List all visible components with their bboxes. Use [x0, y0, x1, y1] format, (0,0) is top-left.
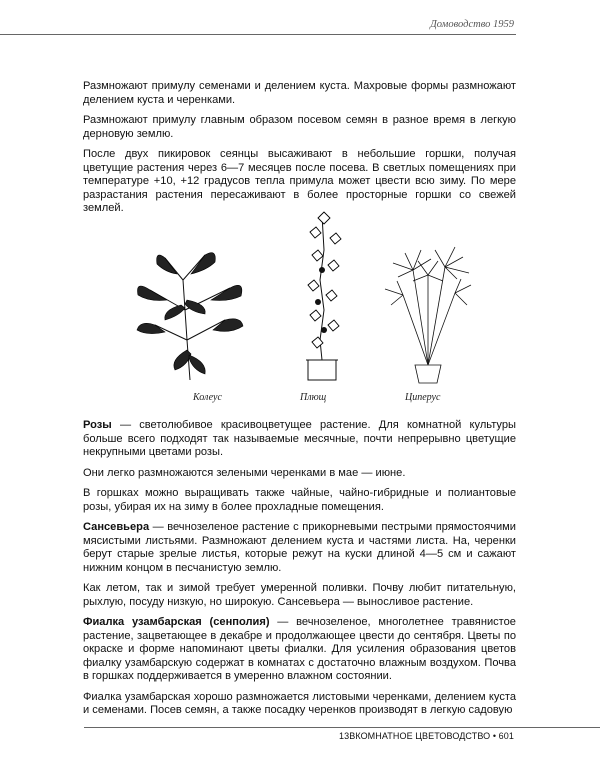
- paragraph: Фиалка узамбарская хорошо размножается листовыми черенками, делением куста и семенами. Посев семян, а также посадку черенков производят в легкую садовую: [83, 690, 516, 716]
- paragraph: Фиалка узамбарская (сенполия) — вечнозеленое, многолетнее травянистое растение, зацветающее в декабре и продолжающее цвести до сентября. Цветы по окраске и форме напоминают цветы фиалки. Для усиления образования цветов фиалку узамбарскую содержат в комнатах с достаточно влажным воздухом. Почва в горшках поддерживается в умеренно влажном состоянии.: [83, 616, 516, 682]
- term: Фиалка узамбарская (сенполия): [83, 616, 270, 628]
- paragraph: Они легко размножаются зелеными черенками в мае — июне.: [83, 466, 406, 479]
- term: Сансевьера: [83, 521, 150, 533]
- paragraph: В горшках можно выращивать также чайные, чайно-гибридные и полиантовые розы, убирая их на зиму в более прохладные помещения.: [83, 487, 516, 513]
- paragraph: Как летом, так и зимой требует умеренной поливки. Почву любит питательную, рыхлую, посуду низкую, но широкую. Сансевьера — выносливое растение.: [83, 582, 516, 608]
- paragraph: Размножают примулу семенами и делением куста. Махровые формы размножают делением куста и черенками.: [83, 80, 516, 106]
- footer-divider: [84, 727, 600, 728]
- paragraph: Сансевьера — вечнозеленое растение с прикорневыми пестрыми прямостоячими мясистыми листьями. Размножают делением куста и частями листа. На, черенки берут старые зрелые листья, которые режут на куски длиной 4—5 см и сажают нижним концом в песчанистую землю.: [83, 521, 516, 574]
- caption-cyperus: Циперус: [405, 392, 441, 403]
- caption-coleus: Колеус: [193, 392, 222, 403]
- plant-illustrations: [83, 205, 516, 410]
- header-divider: [0, 34, 516, 35]
- page-footer: 13ВКОМНАТНОЕ ЦВЕТОВОДСТВО • 601: [339, 731, 514, 741]
- page-header-title: Домоводство 1959: [430, 19, 514, 30]
- paragraph: После двух пикировок сеянцы высаживают в небольшие горшки, получая цветущие растения через 6—7 месяцев после посева. В светлых помещениях при температуре +10, +12 градусов тепла примула может цвести всю зиму. По мере разрастания растения пересаживают в более просторные горшки со свежей землей.: [83, 148, 516, 214]
- paragraph: Размножают примулу главным образом посевом семян в разное время в легкую дерновую землю.: [83, 114, 516, 140]
- bottom-text-block: [83, 419, 516, 725]
- cyperus-illustration: [383, 245, 473, 385]
- top-text-block: [83, 80, 516, 223]
- paragraph: Розы — светолюбивое красивоцветущее растение. Для комнатной культуры больше всего подходят так называемые месячные, почти непрерывно цветущие некрупными цветами розы.: [83, 419, 516, 458]
- ivy-illustration: [288, 210, 358, 385]
- caption-ivy: Плющ: [300, 392, 327, 403]
- coleus-illustration: [135, 250, 245, 385]
- term: Розы: [83, 419, 112, 431]
